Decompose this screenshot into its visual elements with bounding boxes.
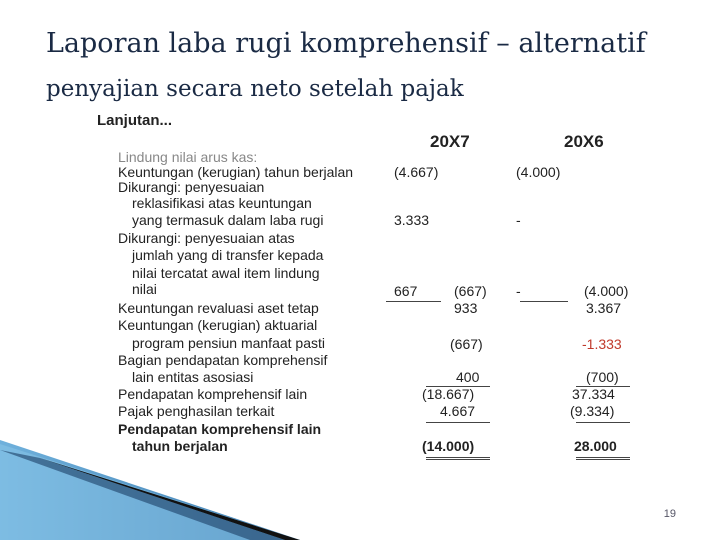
value-20x6: 37.334 — [572, 386, 615, 402]
slide-title-line-2: penyajian secara neto setelah pajak — [46, 76, 464, 102]
value-20x6-total: 28.000 — [574, 438, 617, 454]
slide-title-line-1: Laporan laba rugi komprehensif – alternatif — [46, 28, 646, 59]
corner-decoration — [0, 440, 720, 540]
row-label: Keuntungan (kerugian) tahun berjalan — [118, 164, 354, 180]
value-20x6-inner: - — [516, 283, 521, 299]
value-20x7-total: (14.000) — [422, 438, 475, 454]
value-20x6-inner: - — [516, 212, 521, 228]
row-label: nilai tercatat awal item lindung — [132, 265, 320, 281]
scanned-statement — [88, 108, 648, 468]
row-label: Pendapatan komprehensif lain — [118, 421, 322, 437]
underline-rule — [426, 422, 490, 423]
row-label: Dikurangi: penyesuaian atas — [118, 230, 295, 246]
row-label: Dikurangi: penyesuaian — [118, 179, 265, 195]
row-label: yang termasuk dalam laba rugi — [132, 212, 324, 228]
row-label: Keuntungan revaluasi aset tetap — [118, 300, 319, 316]
row-label: tahun berjalan — [132, 438, 228, 454]
row-label: Lindung nilai arus kas: — [118, 149, 258, 165]
underline-rule — [386, 301, 441, 302]
row-label: Bagian pendapatan komprehensif — [118, 352, 328, 368]
value-20x6: (9.334) — [570, 403, 615, 419]
value-20x7: 4.667 — [440, 403, 476, 419]
value-20x6: (4.000) — [584, 283, 629, 299]
row-label: Keuntungan (kerugian) aktuarial — [118, 317, 318, 333]
row-label: Pajak penghasilan terkait — [118, 403, 275, 419]
value-20x6: -1.333 — [582, 336, 622, 352]
row-label: lain entitas asosiasi — [132, 369, 254, 385]
value-20x7: (667) — [454, 283, 487, 299]
value-20x7-inner: (4.667) — [394, 164, 439, 180]
value-20x7-inner: 667 — [394, 283, 418, 299]
row-label: Pendapatan komprehensif lain — [118, 386, 308, 402]
value-20x7: 933 — [454, 300, 478, 316]
row-label: jumlah yang di transfer kepada — [132, 247, 324, 263]
value-20x7: (18.667) — [422, 386, 475, 402]
column-header-20x6: 20X6 — [564, 132, 604, 151]
underline-rule — [520, 301, 568, 302]
underline-rule — [576, 422, 630, 423]
lanjutan-label: Lanjutan... — [97, 112, 172, 129]
column-header-20x7: 20X7 — [430, 132, 470, 151]
value-20x6-inner: (4.000) — [516, 164, 561, 180]
page-number: 19 — [663, 508, 676, 520]
row-label: reklasifikasi atas keuntungan — [132, 195, 312, 211]
value-20x7-inner: 3.333 — [394, 212, 430, 228]
row-label: nilai — [132, 281, 157, 297]
value-20x7: (667) — [450, 336, 483, 352]
value-20x6: 3.367 — [586, 300, 622, 316]
row-label: program pensiun manfaat pasti — [132, 335, 325, 351]
value-20x7: 400 — [456, 369, 480, 385]
value-20x6: (700) — [586, 369, 619, 385]
